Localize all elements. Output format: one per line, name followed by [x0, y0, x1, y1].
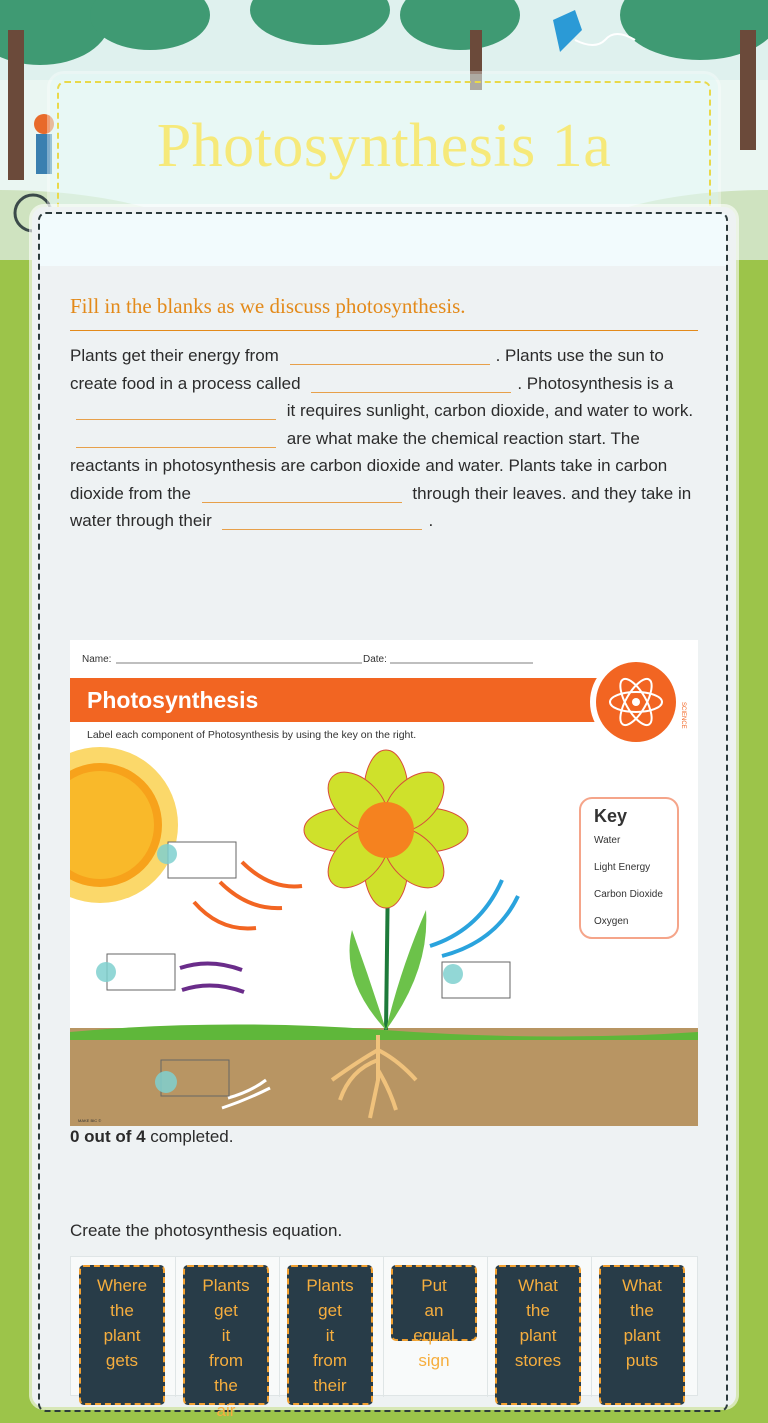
equation-tile[interactable]: Plants get it from their — [287, 1265, 373, 1405]
text-segment: Plants get their energy from — [70, 346, 279, 365]
equation-tile[interactable]: What the plant puts — [599, 1265, 685, 1405]
progress-count: 0 out of 4 — [70, 1127, 146, 1146]
leaf — [386, 910, 426, 1030]
equation-tile[interactable]: Where the plant gets — [79, 1265, 165, 1405]
sun-icon — [70, 747, 178, 903]
co2-arrows — [180, 963, 244, 992]
leaf — [350, 930, 386, 1030]
drop-slot[interactable] — [71, 1257, 176, 1397]
progress-status — [70, 1127, 233, 1147]
key-title: Key — [594, 806, 628, 826]
text-segment: . — [428, 511, 434, 530]
label-box[interactable] — [96, 954, 175, 990]
label-box[interactable] — [442, 962, 510, 998]
drop-slot[interactable] — [591, 1257, 695, 1397]
text-segment: it requires sunlight, carbon dioxide, and water to work. — [286, 401, 694, 420]
key-item: Light Energy — [594, 862, 651, 873]
credit-text: MAKE BIC © — [78, 1118, 102, 1123]
text-segment: through their leaves. and they take in water through their — [70, 483, 692, 530]
photosynthesis-worksheet — [70, 640, 698, 1126]
progress-suffix: completed. — [150, 1127, 234, 1146]
text-segment: are what make the chemical reaction start. The reactants in photosynthesis are carbon dioxide and water. Plants take in carbon dioxide from the — [70, 428, 668, 503]
badge-label: SCIENCE — [680, 702, 686, 729]
worksheet-title: Photosynthesis — [87, 687, 259, 713]
blank-input-5[interactable] — [202, 484, 402, 503]
key-item: Water — [594, 835, 621, 846]
drop-slot[interactable] — [383, 1257, 488, 1397]
blank-input-2[interactable] — [311, 374, 511, 393]
label-box[interactable] — [157, 842, 236, 878]
equation-tile[interactable]: Plants get it from the air — [183, 1265, 269, 1405]
date-label: Date: — [363, 654, 387, 665]
equation-drop-row — [70, 1256, 698, 1420]
flower — [304, 750, 468, 908]
key-item: Oxygen — [594, 916, 629, 927]
worksheet-instruction: Label each component of Photosynthesis by using the key on the right. — [87, 729, 417, 741]
text-segment: . Photosynthesis is a — [517, 373, 674, 393]
heading-divider — [70, 330, 698, 331]
drop-slot[interactable] — [487, 1257, 592, 1397]
science-badge — [590, 656, 686, 748]
key-item: Carbon Dioxide — [594, 889, 663, 900]
section-heading: Fill in the blanks as we discuss photosynthesis. — [70, 294, 466, 318]
equation-prompt: Create the photosynthesis equation. — [70, 1221, 343, 1240]
name-label: Name: — [82, 654, 112, 665]
equation-tile[interactable]: What the plant stores — [495, 1265, 581, 1405]
page-title: Photosynthesis 1a — [156, 112, 612, 180]
blank-input-1[interactable] — [290, 346, 490, 365]
blank-input-3[interactable] — [76, 401, 276, 420]
key-box — [580, 798, 678, 938]
blank-input-4[interactable] — [76, 429, 276, 448]
fill-in-paragraph — [70, 342, 706, 535]
blank-input-6[interactable] — [222, 511, 422, 530]
text-segment: . Plants use the sun to create food in a process called — [70, 346, 664, 393]
equation-tile[interactable]: Put an equal sign — [391, 1265, 477, 1341]
drop-slot[interactable] — [279, 1257, 384, 1397]
oxygen-arrows — [430, 880, 518, 956]
worksheet-drawing — [70, 640, 698, 1126]
drop-slot[interactable] — [175, 1257, 280, 1420]
